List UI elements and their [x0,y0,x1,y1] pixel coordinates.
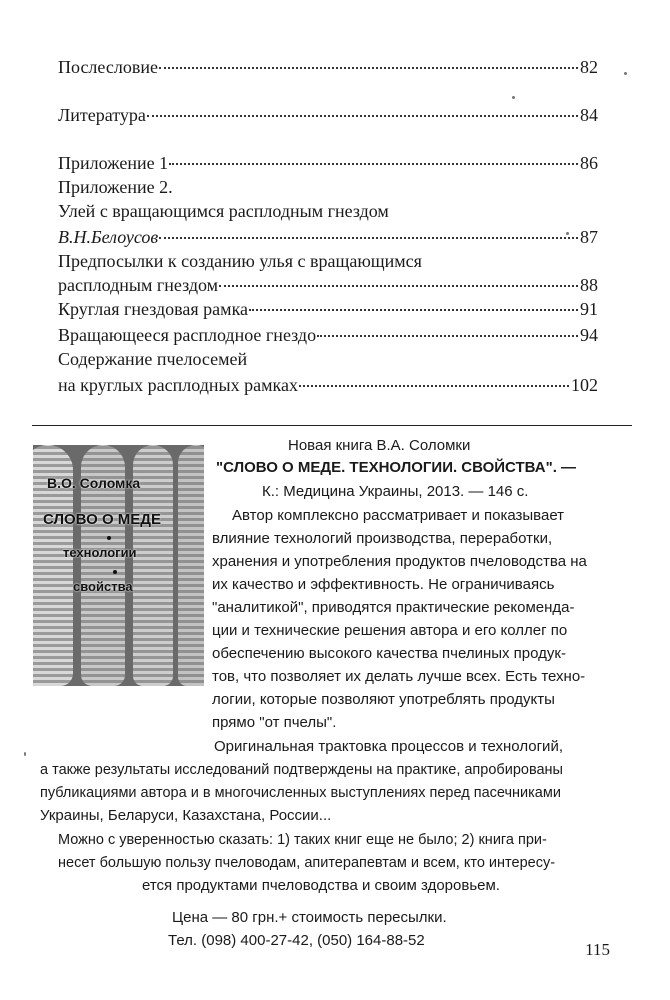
cover-author: В.О. Соломка [47,475,141,491]
scan-speck [512,96,515,99]
toc-leader-dots [249,309,578,311]
cover-title: СЛОВО О МЕДЕ [43,511,161,528]
text-line: Можно с уверенностью сказать: 1) таких книг еще не было; 2) книга при- [58,832,547,848]
text-line: ется продуктами пчеловодства и своим здоровьем. [142,877,500,894]
toc-entry [58,274,598,296]
toc-entry-label: Предпосылки к созданию улья с вращающимся [58,251,422,271]
toc-entry-label: Приложение 2. [58,177,173,197]
text-line: их качество и эффективность. Не ограничиваясь [212,576,555,593]
text-line: "аналитикой", приводятся практические рекоменда- [212,599,575,616]
cover-bullet [107,536,111,540]
toc-entry [58,298,598,320]
toc-leader-dots [159,67,578,69]
toc-leader-dots [159,237,578,239]
text-line: тов, что позволяет их делать лучше всех. Есть техно- [212,668,586,685]
toc-entry [58,374,598,396]
book-cover-image [33,445,204,686]
toc-entry-page: 102 [571,375,598,395]
toc-entry [58,324,598,346]
toc-entry [58,226,598,248]
scan-speck [624,72,627,75]
cover-subtitle: свойства [73,579,133,594]
toc-entry-label: Послесловие [58,57,158,77]
text-line: обеспечению высокого качества пчелиных продук- [212,645,566,662]
section-divider [32,425,632,426]
page-number: 115 [585,940,610,959]
toc-entry [58,104,598,126]
toc-entry-label: на круглых расплодных рамках [58,375,298,395]
toc-entry-page: 84 [580,105,598,125]
toc-entry-page: 86 [580,153,598,173]
honeycomb-frame [178,445,204,686]
toc-leader-dots [299,385,569,387]
toc-entry-label: Улей с вращающимся расплодным гнездом [58,201,389,221]
toc-entry-label: Содержание пчелосемей [58,349,248,369]
toc-entry-label: Круглая гнездовая рамка [58,299,249,319]
text-line: влияние технологий производства, переработки, [212,530,553,547]
text-line: Автор комплексно рассматривает и показывает [232,507,565,524]
toc-entry-page: 94 [580,325,598,345]
toc-entry [58,56,598,78]
book-title: "СЛОВО О МЕДЕ. ТЕХНОЛОГИИ. СВОЙСТВА". — [216,459,577,476]
toc-entry-label: Вращающееся расплодное гнездо [58,325,317,345]
toc-entry-label: В.Н.Белоусов [58,227,159,247]
ad-heading: Новая книга В.А. Соломки [288,437,471,454]
scan-speck [566,232,569,235]
toc-entry [58,152,598,174]
toc-entry-page: 91 [580,299,598,319]
toc-leader-dots [147,115,578,117]
toc-entry-page: 87 [580,227,598,247]
text-line: прямо "от пчелы". [212,714,337,731]
scan-speck [24,752,26,756]
toc-leader-dots [317,335,578,337]
cover-bullet [113,570,117,574]
text-line: публикациями автора и в многочисленных выступлениях перед пасечниками [40,785,561,801]
text-line: логии, которые позволяют употреблять продукты [212,691,555,708]
toc-entry-page: 88 [580,275,598,295]
phone-text: Тел. (098) 400-27-42, (050) 164-88-52 [168,932,425,949]
book-publisher: К.: Медицина Украины, 2013. — 146 с. [262,483,529,500]
text-line: а также результаты исследований подтверждены на практике, апробированы [40,762,563,778]
toc-leader-dots [169,163,578,165]
price-text: Цена — 80 грн.+ стоимость пересылки. [172,909,447,926]
text-line: Украины, Беларуси, Казахстана, России... [40,807,332,824]
cover-subtitle: технологии [63,545,137,560]
text-line: несет большую пользу пчеловодам, апитерапевтам и всем, кто интересу- [58,855,556,871]
text-line: хранения и употребления продуктов пчеловодства на [212,553,587,570]
text-line: ции и технические решения автора и его коллег по [212,622,568,639]
toc-leader-dots [219,285,578,287]
text-line: Оригинальная трактовка процессов и технологий, [214,738,563,755]
toc-entry-label: Приложение 1 [58,153,169,173]
toc-entry-label: Литература [58,105,146,125]
toc-entry-label: расплодным гнездом [58,275,219,295]
toc-entry-page: 82 [580,57,598,77]
